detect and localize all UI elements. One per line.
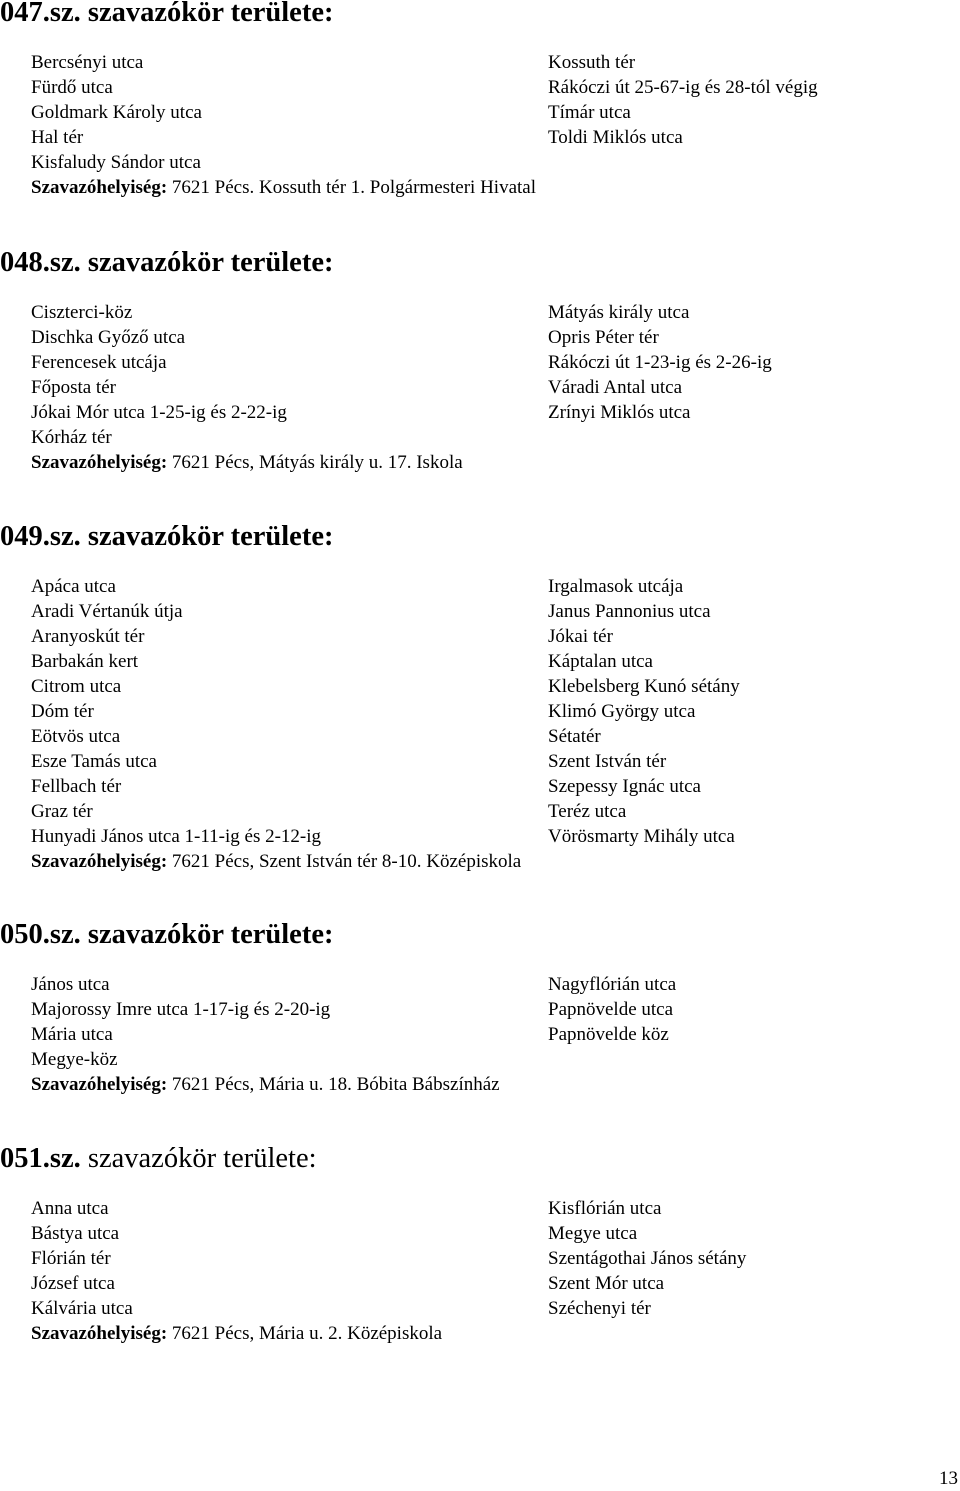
- street-item: Dischka Győző utca: [31, 327, 186, 348]
- district-heading: [0, 0, 334, 28]
- polling-place: [31, 849, 521, 874]
- street-list-left: [31, 50, 536, 200]
- street-item: Jókai tér: [548, 626, 613, 647]
- street-item: Aradi Vértanúk útja: [31, 601, 183, 622]
- street-item: Szepessy Ignác utca: [548, 776, 701, 797]
- street-item: Papnövelde köz: [548, 1024, 669, 1045]
- street-list-left: [31, 574, 521, 874]
- street-item: Anna utca: [31, 1198, 109, 1219]
- street-item: Széchenyi tér: [548, 1298, 651, 1319]
- street-item: Nagyflórián utca: [548, 974, 677, 995]
- street-item: Opris Péter tér: [548, 327, 659, 348]
- street-item: Barbakán kert: [31, 651, 139, 672]
- street-list-right: [548, 972, 676, 1047]
- street-item: Tímár utca: [548, 102, 631, 123]
- district-heading: [0, 1143, 317, 1174]
- street-list-right: [548, 1196, 746, 1321]
- street-item: Irgalmasok utcája: [548, 576, 684, 597]
- street-item: Kálvária utca: [31, 1298, 133, 1319]
- district-heading: [0, 521, 334, 552]
- street-item: Goldmark Károly utca: [31, 102, 202, 123]
- district-heading: [0, 919, 334, 950]
- street-item: Szentágothai János sétány: [548, 1248, 747, 1269]
- polling-place-label: Szavazóhelyiség:: [31, 177, 168, 198]
- street-item: Rákóczi út 1-23-ig és 2-26-ig: [548, 352, 772, 373]
- street-item: Főposta tér: [31, 377, 116, 398]
- polling-place-address: 7621 Pécs, Szent István tér 8-10. Középiskola: [167, 851, 522, 872]
- polling-place-address: 7621 Pécs. Kossuth tér 1. Polgármesteri Hivatal: [167, 177, 537, 198]
- street-item: Citrom utca: [31, 676, 122, 697]
- district-number: 049.sz.: [0, 521, 81, 552]
- district-number: 047.sz.: [0, 0, 81, 28]
- page-number: 13: [939, 1468, 958, 1489]
- district-heading-text: szavazókör területe:: [80, 521, 334, 552]
- district-heading-text: szavazókör területe:: [80, 0, 334, 28]
- street-item: Majorossy Imre utca 1-17-ig és 2-20-ig: [31, 999, 331, 1020]
- district-number: 048.sz.: [0, 247, 81, 278]
- polling-place-label: Szavazóhelyiség:: [31, 1323, 168, 1344]
- street-list-left: [31, 1196, 442, 1346]
- street-item: Graz tér: [31, 801, 93, 822]
- street-item: Sétatér: [548, 726, 601, 747]
- street-item: Papnövelde utca: [548, 999, 674, 1020]
- street-item: Ferencesek utcája: [31, 352, 167, 373]
- street-item: Bercsényi utca: [31, 52, 144, 73]
- district-number: 050.sz.: [0, 919, 81, 950]
- street-item: Mária utca: [31, 1024, 113, 1045]
- polling-place-label: Szavazóhelyiség:: [31, 452, 168, 473]
- street-item: Fellbach tér: [31, 776, 122, 797]
- polling-place-address: 7621 Pécs, Mária u. 18. Bóbita Bábszínház: [167, 1074, 500, 1095]
- street-item: Bástya utca: [31, 1223, 120, 1244]
- district-heading-text: szavazókör területe:: [80, 919, 334, 950]
- street-item: Megye utca: [548, 1223, 638, 1244]
- street-item: Megye-köz: [31, 1049, 118, 1070]
- street-item: Esze Tamás utca: [31, 751, 157, 772]
- street-item: Szent István tér: [548, 751, 667, 772]
- street-item: Hunyadi János utca 1-11-ig és 2-12-ig: [31, 826, 322, 847]
- street-item: József utca: [31, 1273, 115, 1294]
- street-item: Klimó György utca: [548, 701, 696, 722]
- street-item: Toldi Miklós utca: [548, 127, 683, 148]
- street-list-left: [31, 972, 500, 1097]
- street-item: Szent Mór utca: [548, 1273, 665, 1294]
- street-item: Zrínyi Miklós utca: [548, 402, 691, 423]
- street-item: Váradi Antal utca: [548, 377, 683, 398]
- street-item: Teréz utca: [548, 801, 627, 822]
- street-item: Mátyás király utca: [548, 302, 690, 323]
- polling-place-label: Szavazóhelyiség:: [31, 1074, 168, 1095]
- street-item: Aranyoskút tér: [31, 626, 145, 647]
- street-item: Ciszterci-köz: [31, 302, 133, 323]
- street-item: Káptalan utca: [548, 651, 653, 672]
- polling-place-address: 7621 Pécs, Mátyás király u. 17. Iskola: [167, 452, 463, 473]
- street-item: Eötvös utca: [31, 726, 121, 747]
- street-list-left: [31, 300, 463, 475]
- street-item: Janus Pannonius utca: [548, 601, 711, 622]
- polling-place: [31, 1321, 442, 1346]
- street-item: Kórház tér: [31, 427, 112, 448]
- street-list-right: [548, 300, 772, 425]
- polling-place-label: Szavazóhelyiség:: [31, 851, 168, 872]
- street-item: Kossuth tér: [548, 52, 636, 73]
- street-item: Vörösmarty Mihály utca: [548, 826, 735, 847]
- street-item: Apáca utca: [31, 576, 116, 597]
- polling-place: [31, 450, 463, 475]
- district-heading-text: szavazókör területe:: [80, 1143, 317, 1174]
- street-item: Hal tér: [31, 127, 84, 148]
- polling-place: [31, 1072, 500, 1097]
- street-item: Kisfaludy Sándor utca: [31, 152, 201, 173]
- street-item: Kisflórián utca: [548, 1198, 662, 1219]
- street-item: Flórián tér: [31, 1248, 111, 1269]
- district-heading-text: szavazókör területe:: [80, 247, 334, 278]
- street-list-right: [548, 50, 818, 150]
- street-item: Dóm tér: [31, 701, 94, 722]
- district-number: 051.sz.: [0, 1143, 81, 1174]
- polling-place-address: 7621 Pécs, Mária u. 2. Középiskola: [167, 1323, 443, 1344]
- street-item: János utca: [31, 974, 110, 995]
- street-item: Jókai Mór utca 1-25-ig és 2-22-ig: [31, 402, 287, 423]
- street-item: Fürdő utca: [31, 77, 113, 98]
- district-heading: [0, 247, 334, 278]
- polling-place: [31, 175, 536, 200]
- street-item: Klebelsberg Kunó sétány: [548, 676, 740, 697]
- street-list-right: [548, 574, 740, 849]
- street-item: Rákóczi út 25-67-ig és 28-tól végig: [548, 77, 818, 98]
